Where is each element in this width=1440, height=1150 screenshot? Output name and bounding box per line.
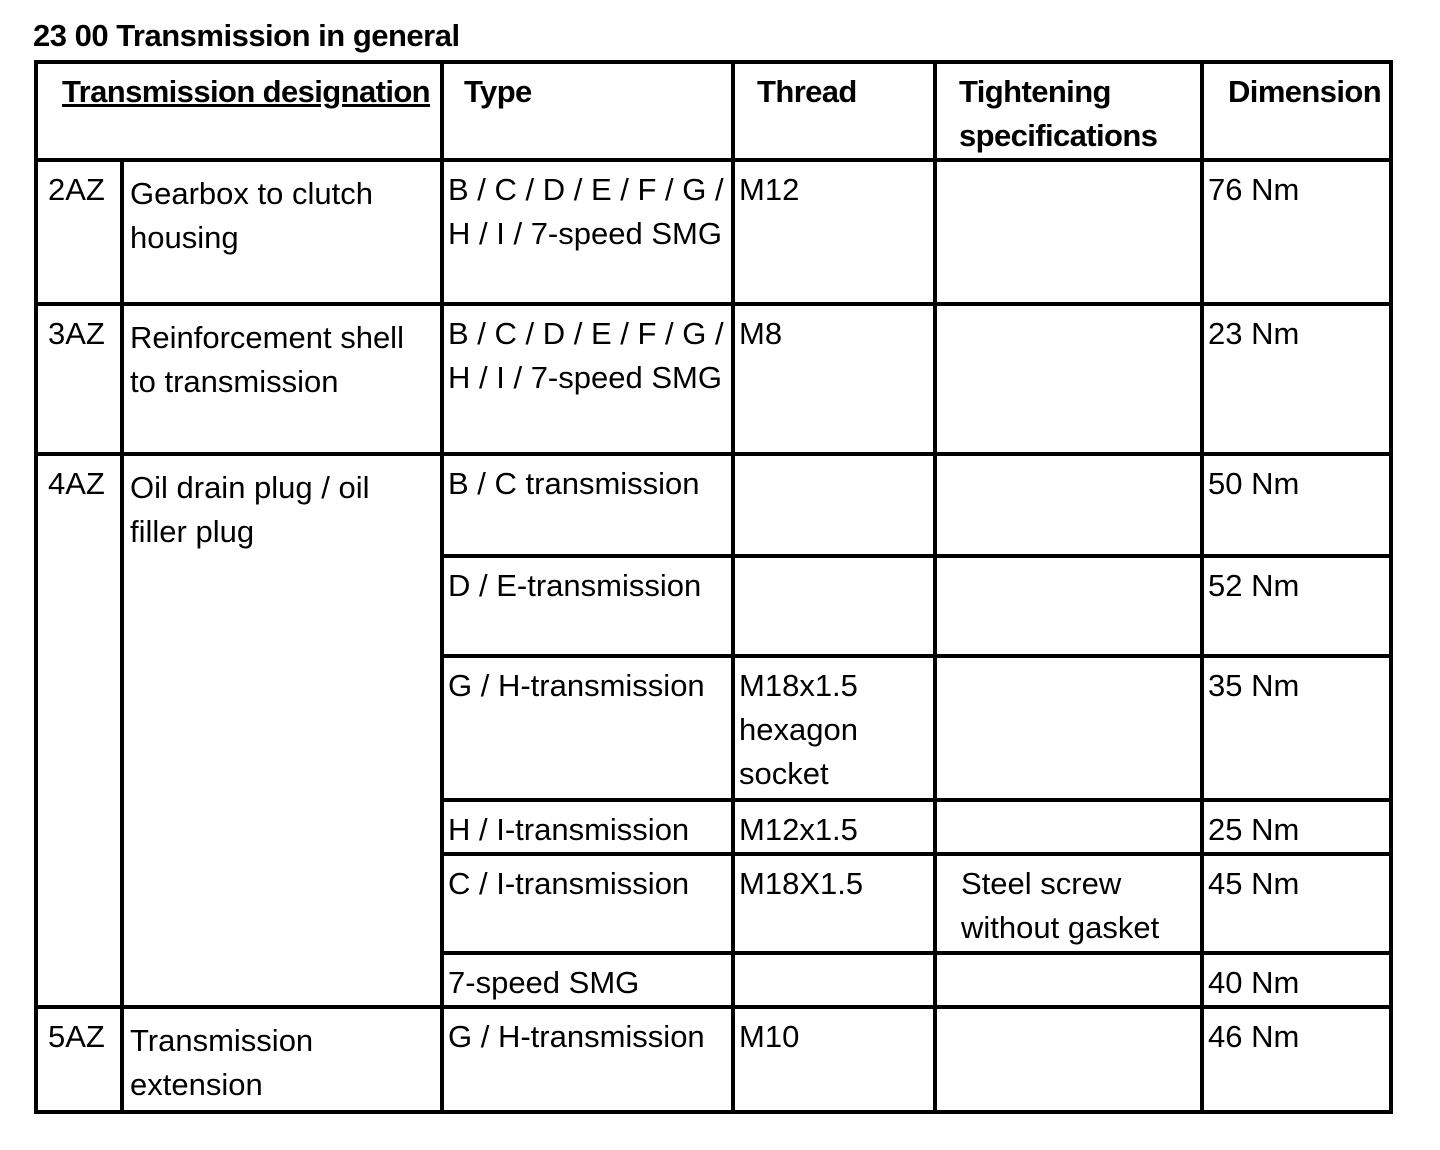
row-thread [733, 556, 935, 656]
row-thread: M8 [733, 304, 935, 454]
row-thread: M12x1.5 [733, 800, 935, 854]
row-code: 3AZ [36, 304, 122, 454]
header-thread: Thread [733, 62, 935, 160]
row-tightening [935, 556, 1202, 656]
row-thread: M10 [733, 1007, 935, 1112]
header-row [36, 62, 1391, 160]
row-tightening [935, 160, 1202, 304]
row-type: D / E-transmission [442, 556, 733, 656]
row-dimension: 45 Nm [1202, 854, 1391, 953]
row-type: G / H-transmission [442, 656, 733, 800]
header-tightening: Tightening specifications [935, 62, 1202, 160]
row-tightening [935, 304, 1202, 454]
row-tightening [935, 454, 1202, 556]
row-dimension: 40 Nm [1202, 953, 1391, 1007]
row-tightening: Steel screw without gasket [935, 854, 1202, 953]
row-tightening [935, 800, 1202, 854]
row-type: G / H-transmission [442, 1007, 733, 1112]
row-dimension: 46 Nm [1202, 1007, 1391, 1112]
row-thread: M18x1.5 hexagon socket [733, 656, 935, 800]
row-description: Reinforcement shell to transmission [122, 304, 442, 454]
row-tightening [935, 953, 1202, 1007]
header-type: Type [442, 62, 733, 160]
row-tightening [935, 1007, 1202, 1112]
row-dimension: 52 Nm [1202, 556, 1391, 656]
row-thread: M18X1.5 [733, 854, 935, 953]
row-description: Oil drain plug / oil filler plug [122, 454, 442, 1007]
row-dimension: 50 Nm [1202, 454, 1391, 556]
row-type: B / C / D / E / F / G / H / I / 7-speed SMG [442, 304, 733, 454]
header-dimension: Dimension [1202, 62, 1391, 160]
row-description: Gearbox to clutch housing [122, 160, 442, 304]
table-row [36, 1007, 1391, 1112]
table-row [36, 160, 1391, 304]
row-type: B / C transmission [442, 454, 733, 556]
page-title: 23 00 Transmission in general [33, 18, 460, 53]
table-row [36, 454, 1391, 556]
row-thread [733, 953, 935, 1007]
row-type: H / I-transmission [442, 800, 733, 854]
row-type: 7-speed SMG [442, 953, 733, 1007]
row-code: 4AZ [36, 454, 122, 1007]
header-designation: Transmission designation [36, 62, 442, 160]
row-dimension: 76 Nm [1202, 160, 1391, 304]
table-row [36, 304, 1391, 454]
row-dimension: 35 Nm [1202, 656, 1391, 800]
row-dimension: 23 Nm [1202, 304, 1391, 454]
row-code: 5AZ [36, 1007, 122, 1112]
row-code: 2AZ [36, 160, 122, 304]
row-description: Transmission extension [122, 1007, 442, 1112]
row-type: B / C / D / E / F / G / H / I / 7-speed SMG [442, 160, 733, 304]
row-thread [733, 454, 935, 556]
row-thread: M12 [733, 160, 935, 304]
row-type: C / I-transmission [442, 854, 733, 953]
tightening-torque-table [34, 60, 1393, 1114]
row-tightening [935, 656, 1202, 800]
row-dimension: 25 Nm [1202, 800, 1391, 854]
